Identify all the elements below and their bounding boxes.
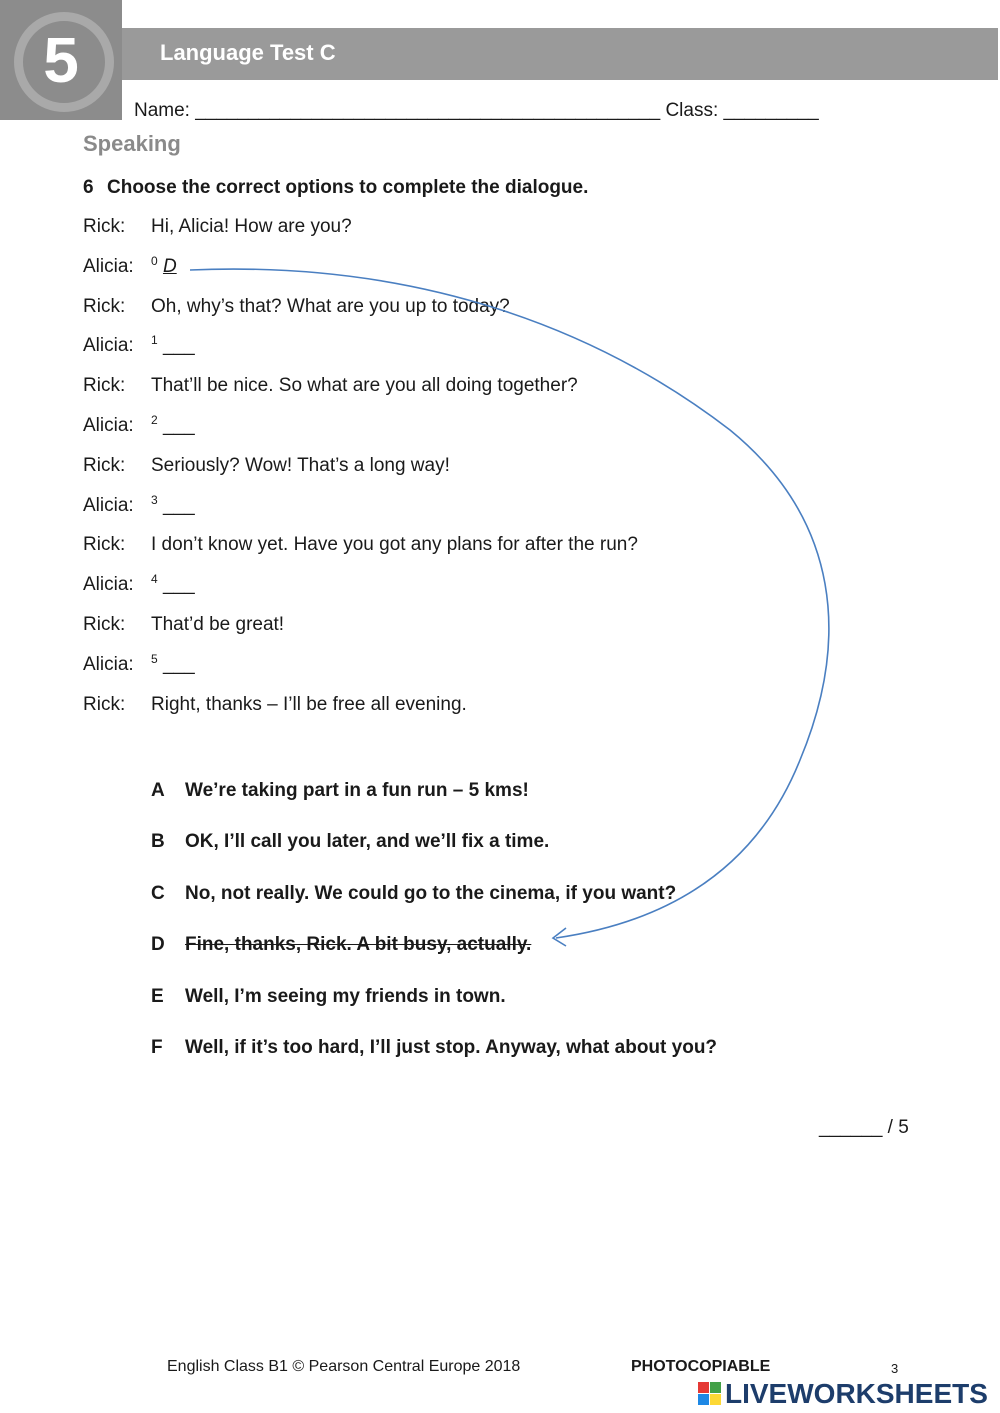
line-text: Hi, Alicia! How are you? — [151, 216, 352, 237]
dialogue-line — [83, 534, 843, 574]
gap-number: 4 — [151, 572, 158, 587]
speaker: Alicia: — [83, 494, 134, 516]
option-text: We’re taking part in a fun run – 5 kms! — [185, 780, 529, 801]
gap-number: 3 — [151, 492, 158, 507]
option-b[interactable] — [151, 831, 851, 882]
option-text: OK, I’ll call you later, and we’ll fix a time. — [185, 831, 550, 853]
photocopiable-label: PHOTOCOPIABLE — [631, 1358, 771, 1375]
speaker: Alicia: — [83, 414, 134, 436]
instruction-text: Choose the correct options to complete the dialogue. — [107, 177, 589, 198]
gap-number: 2 — [151, 412, 158, 427]
answer-blank[interactable]: ___ — [162, 574, 195, 596]
option-letter: C — [151, 882, 165, 904]
speaker: Alicia: — [83, 653, 134, 675]
line-text: Right, thanks – I’ll be free all evening. — [151, 693, 467, 715]
answer-blank[interactable]: ___ — [162, 414, 195, 436]
copyright-text: English Class B1 © Pearson Central Europe 2018 — [167, 1358, 521, 1375]
option-e[interactable] — [151, 986, 851, 1037]
page-number: 3 — [891, 1361, 899, 1376]
line-text: That’ll be nice. So what are you all doing together? — [151, 375, 578, 397]
gap-number: 5 — [151, 651, 158, 666]
option-letter: D — [151, 934, 165, 956]
option-text: Well, if it’s too hard, I’ll just stop. Anyway, what about you? — [185, 1036, 718, 1058]
option-text-used: Fine, thanks, Rick. A bit busy, actually. — [185, 934, 532, 956]
speaker: Rick: — [83, 454, 126, 476]
dialogue-line — [83, 412, 843, 455]
dialogue-line — [83, 216, 843, 256]
dialogue-line — [83, 694, 843, 734]
exercise-number: 6 — [83, 177, 94, 198]
test-title: Language Test C — [160, 40, 336, 65]
line-text: Seriously? Wow! That’s a long way! — [151, 454, 450, 476]
option-letter: E — [151, 985, 164, 1007]
dialogue-line — [83, 375, 843, 415]
answer-blank[interactable]: ___ — [162, 335, 195, 357]
unit-badge — [0, 0, 122, 120]
answer-blank[interactable]: ___ — [162, 653, 195, 675]
dialogue-line — [83, 296, 843, 336]
option-a[interactable] — [151, 780, 851, 831]
section-title: Speaking — [83, 131, 181, 156]
speaker: Rick: — [83, 534, 126, 556]
speaker: Rick: — [83, 375, 126, 397]
header-bar — [122, 28, 998, 80]
name-class-line: Name: ____________________________________________ Class: _________ — [134, 100, 819, 121]
line-text: That’d be great! — [151, 613, 285, 635]
score-field: ______ / 5 — [819, 1117, 909, 1138]
dialogue-line — [83, 651, 843, 694]
option-letter: A — [151, 780, 165, 801]
liveworksheets-logo — [698, 1378, 998, 1410]
option-letter: B — [151, 831, 165, 853]
dialogue — [83, 216, 843, 733]
answer-blank[interactable]: ___ — [162, 494, 195, 516]
speaker: Rick: — [83, 216, 126, 237]
speaker: Alicia: — [83, 574, 134, 596]
speaker: Alicia: — [83, 335, 134, 357]
speaker: Rick: — [83, 613, 126, 635]
exercise-instruction — [83, 177, 588, 199]
option-letter: F — [151, 1036, 163, 1058]
liveworksheets-icon — [698, 1382, 722, 1406]
dialogue-line — [83, 492, 843, 535]
dialogue-line — [83, 455, 843, 495]
option-c[interactable] — [151, 883, 851, 934]
unit-number: 5 — [43, 24, 79, 96]
speaker: Alicia: — [83, 255, 134, 277]
speaker: Rick: — [83, 295, 126, 317]
line-text: Oh, why’s that? What are you up to today? — [151, 295, 510, 317]
gap-number: 1 — [151, 333, 158, 348]
option-text: No, not really. We could go to the cinema, if you want? — [185, 882, 677, 904]
option-f[interactable] — [151, 1037, 851, 1088]
option-text: Well, I’m seeing my friends in town. — [185, 985, 506, 1007]
dialogue-line — [83, 614, 843, 654]
dialogue-line — [83, 253, 843, 296]
liveworksheets-wordmark: LIVEWORKSHEETS — [725, 1378, 988, 1409]
line-text: I don’t know yet. Have you got any plans for after the run? — [151, 534, 638, 556]
answer-example: D — [162, 255, 177, 277]
answer-options — [151, 780, 851, 1088]
dialogue-line — [83, 335, 843, 375]
speaker: Rick: — [83, 693, 126, 715]
option-d[interactable] — [151, 934, 851, 985]
dialogue-line — [83, 574, 843, 614]
gap-number: 0 — [151, 253, 158, 268]
